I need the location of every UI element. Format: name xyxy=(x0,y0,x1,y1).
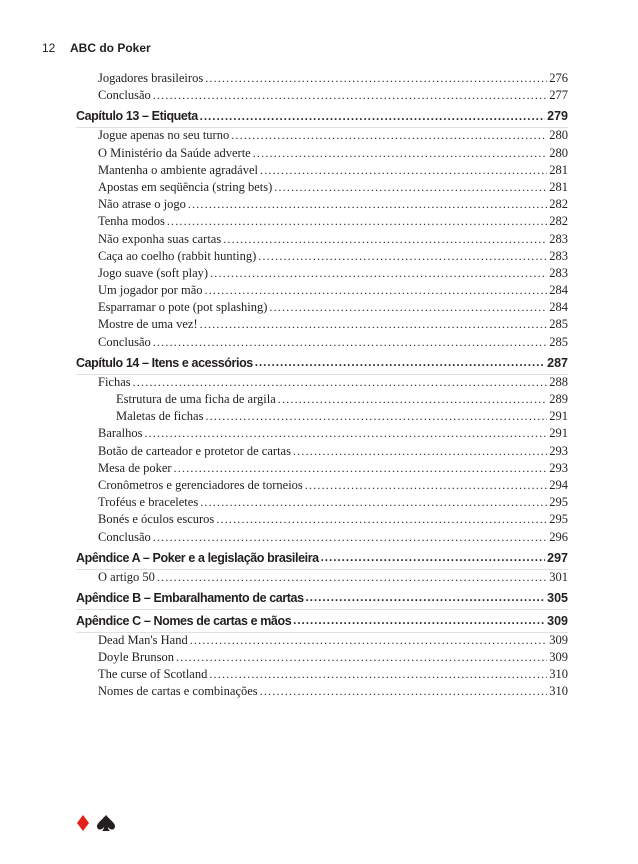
dot-leader xyxy=(260,684,548,699)
toc-entry-row xyxy=(76,317,568,334)
dot-leader xyxy=(258,249,547,264)
dot-leader xyxy=(210,266,547,281)
page-number: 12 xyxy=(42,41,56,55)
toc-page-number: 310 xyxy=(549,684,568,699)
dot-leader xyxy=(260,163,547,178)
toc-entry-title: Apostas em seqüência (string bets) xyxy=(98,179,273,194)
dot-leader xyxy=(255,355,545,370)
toc-entry-row xyxy=(76,392,568,409)
toc-page-number: 284 xyxy=(549,283,568,298)
toc-entry-row xyxy=(76,684,568,701)
dot-leader xyxy=(200,317,548,332)
toc-entry-title: Não atrase o jogo xyxy=(98,197,186,212)
toc-page-number: 295 xyxy=(549,512,568,527)
toc-entry-row xyxy=(76,667,568,684)
toc-entry-title: Capítulo 13 – Etiqueta xyxy=(76,109,198,124)
toc-page-number: 287 xyxy=(547,355,568,370)
dot-leader xyxy=(205,409,547,424)
toc-entry-title: Mesa de poker xyxy=(98,460,172,475)
table-of-contents xyxy=(76,71,568,702)
toc-entry-title: Fichas xyxy=(98,374,131,389)
toc-entry-title: Apêndice A – Poker e a legislação brasileira xyxy=(76,550,319,565)
diamond-icon xyxy=(77,815,89,831)
toc-entry-row xyxy=(76,530,568,547)
toc-entry-title: Nomes de cartas e combinações xyxy=(98,684,258,699)
dot-leader xyxy=(293,613,545,628)
toc-entry-title: Maletas de fichas xyxy=(116,409,204,424)
toc-page-number: 309 xyxy=(549,632,568,647)
dot-leader xyxy=(133,375,548,390)
toc-entry-row xyxy=(76,495,568,512)
toc-entry-title: Bonés e óculos escuros xyxy=(98,512,215,527)
toc-entry-row xyxy=(76,444,568,461)
toc-page-number: 301 xyxy=(549,569,568,584)
dot-leader xyxy=(200,495,547,510)
dot-leader xyxy=(190,633,548,648)
toc-page-number: 276 xyxy=(549,71,568,85)
toc-entry-row xyxy=(76,266,568,283)
toc-entry-title: The curse of Scotland xyxy=(98,667,208,682)
toc-entry-title: Um jogador por mão xyxy=(98,283,203,298)
dot-leader xyxy=(223,232,547,247)
toc-entry-title: Mostre de uma vez! xyxy=(98,317,198,332)
toc-entry-title: Mantenha o ambiente agradável xyxy=(98,162,258,177)
dot-leader xyxy=(306,590,545,605)
toc-page-number: 279 xyxy=(547,109,568,124)
toc-entry-title: Troféus e braceletes xyxy=(98,495,199,510)
toc-entry-row xyxy=(76,128,568,145)
dot-leader xyxy=(153,88,547,103)
dot-leader xyxy=(205,283,548,298)
toc-entry-title: Não exponha suas cartas xyxy=(98,231,222,246)
suit-icons xyxy=(76,814,116,832)
toc-entry-title: Jogue apenas no seu turno xyxy=(98,128,230,143)
toc-chapter-row xyxy=(76,547,568,570)
toc-entry-row xyxy=(76,461,568,478)
toc-chapter-row xyxy=(76,610,568,633)
toc-entry-title: Jogadores brasileiros xyxy=(98,71,204,85)
toc-entry-row xyxy=(76,88,568,105)
toc-entry-row xyxy=(76,478,568,495)
toc-entry-title: Esparramar o pote (pot splashing) xyxy=(98,300,268,315)
toc-page-number: 284 xyxy=(549,300,568,315)
toc-chapter-row xyxy=(76,105,568,128)
dot-leader xyxy=(188,197,547,212)
toc-chapter-row xyxy=(76,352,568,375)
toc-entry-title: Estrutura de uma ficha de argila xyxy=(116,392,276,406)
toc-entry-row xyxy=(76,650,568,667)
toc-page-number: 283 xyxy=(549,231,568,246)
toc-page-number: 277 xyxy=(549,88,568,103)
dot-leader xyxy=(200,109,545,124)
toc-entry-title: Capítulo 14 – Itens e acessórios xyxy=(76,355,253,370)
dot-leader xyxy=(231,128,547,143)
dot-leader xyxy=(176,650,547,665)
toc-entry-title: Jogo suave (soft play) xyxy=(98,265,209,280)
book-title: ABC do Poker xyxy=(70,41,151,55)
dot-leader xyxy=(253,146,548,161)
toc-entry-title: O artigo 50 xyxy=(98,569,155,584)
toc-entry-row xyxy=(76,283,568,300)
dot-leader xyxy=(205,71,547,86)
dot-leader xyxy=(269,300,547,315)
toc-entry-row xyxy=(76,249,568,266)
dot-leader xyxy=(321,550,545,565)
toc-entry-row xyxy=(76,214,568,231)
toc-entry-title: O Ministério da Saúde adverte xyxy=(98,145,251,160)
toc-entry-row xyxy=(76,375,568,392)
toc-page-number: 291 xyxy=(549,409,568,424)
toc-entry-title: Tenha modos xyxy=(98,214,165,229)
dot-leader xyxy=(167,214,547,229)
toc-entry-title: Botão de carteador e protetor de cartas xyxy=(98,443,291,458)
toc-page-number: 280 xyxy=(549,145,568,160)
toc-chapter-row xyxy=(76,587,568,610)
dot-leader xyxy=(209,667,547,682)
dot-leader xyxy=(174,461,548,476)
dot-leader xyxy=(216,512,547,527)
dot-leader xyxy=(153,335,547,350)
toc-entry-row xyxy=(76,512,568,529)
toc-page-number: 283 xyxy=(549,248,568,263)
toc-entry-row xyxy=(76,426,568,443)
toc-page-number: 305 xyxy=(547,590,568,605)
toc-entry-row xyxy=(76,570,568,587)
toc-page-number: 283 xyxy=(549,265,568,280)
toc-page-number: 293 xyxy=(549,443,568,458)
toc-page-number: 285 xyxy=(549,317,568,332)
toc-entry-row xyxy=(76,71,568,88)
toc-entry-row xyxy=(76,180,568,197)
toc-entry-title: Cronômetros e gerenciadores de torneios xyxy=(98,477,303,492)
toc-page-number: 291 xyxy=(549,426,568,441)
toc-entry-row xyxy=(76,335,568,352)
dot-leader xyxy=(144,426,547,441)
toc-entry-title: Baralhos xyxy=(98,426,143,441)
toc-entry-title: Apêndice B – Embaralhamento de cartas xyxy=(76,590,304,605)
toc-entry-title: Conclusão xyxy=(98,334,151,349)
toc-entry-row xyxy=(76,163,568,180)
spade-icon xyxy=(97,815,115,831)
toc-page-number: 293 xyxy=(549,460,568,475)
toc-entry-row xyxy=(76,409,568,426)
toc-page-number: 285 xyxy=(549,334,568,349)
toc-entry-title: Apêndice C – Nomes de cartas e mãos xyxy=(76,613,292,628)
toc-entry-row xyxy=(76,146,568,163)
toc-page-number: 297 xyxy=(547,550,568,565)
toc-page-number: 296 xyxy=(549,529,568,544)
toc-page-number: 309 xyxy=(547,613,568,628)
toc-entry-title: Caça ao coelho (rabbit hunting) xyxy=(98,248,257,263)
dot-leader xyxy=(274,180,547,195)
dot-leader xyxy=(278,392,547,407)
toc-page-number: 281 xyxy=(549,179,568,194)
toc-page-number: 288 xyxy=(549,374,568,389)
toc-entry-row xyxy=(76,197,568,214)
toc-page-number: 289 xyxy=(549,392,568,406)
toc-entry-title: Doyle Brunson xyxy=(98,650,175,665)
toc-page-number: 310 xyxy=(549,667,568,682)
toc-page-number: 281 xyxy=(549,162,568,177)
toc-entry-row xyxy=(76,300,568,317)
toc-page-number: 294 xyxy=(549,477,568,492)
toc-page-number: 309 xyxy=(549,650,568,665)
toc-entry-row xyxy=(76,633,568,650)
dot-leader xyxy=(305,478,547,493)
dot-leader xyxy=(153,530,547,545)
dot-leader xyxy=(157,570,547,585)
toc-page-number: 282 xyxy=(549,197,568,212)
toc-entry-row xyxy=(76,232,568,249)
toc-page-number: 280 xyxy=(549,128,568,143)
toc-entry-title: Conclusão xyxy=(98,529,151,544)
toc-entry-title: Conclusão xyxy=(98,88,151,103)
toc-page-number: 295 xyxy=(549,495,568,510)
toc-entry-title: Dead Man's Hand xyxy=(98,632,188,647)
toc-page-number: 282 xyxy=(549,214,568,229)
running-header xyxy=(42,41,151,55)
dot-leader xyxy=(293,444,547,459)
